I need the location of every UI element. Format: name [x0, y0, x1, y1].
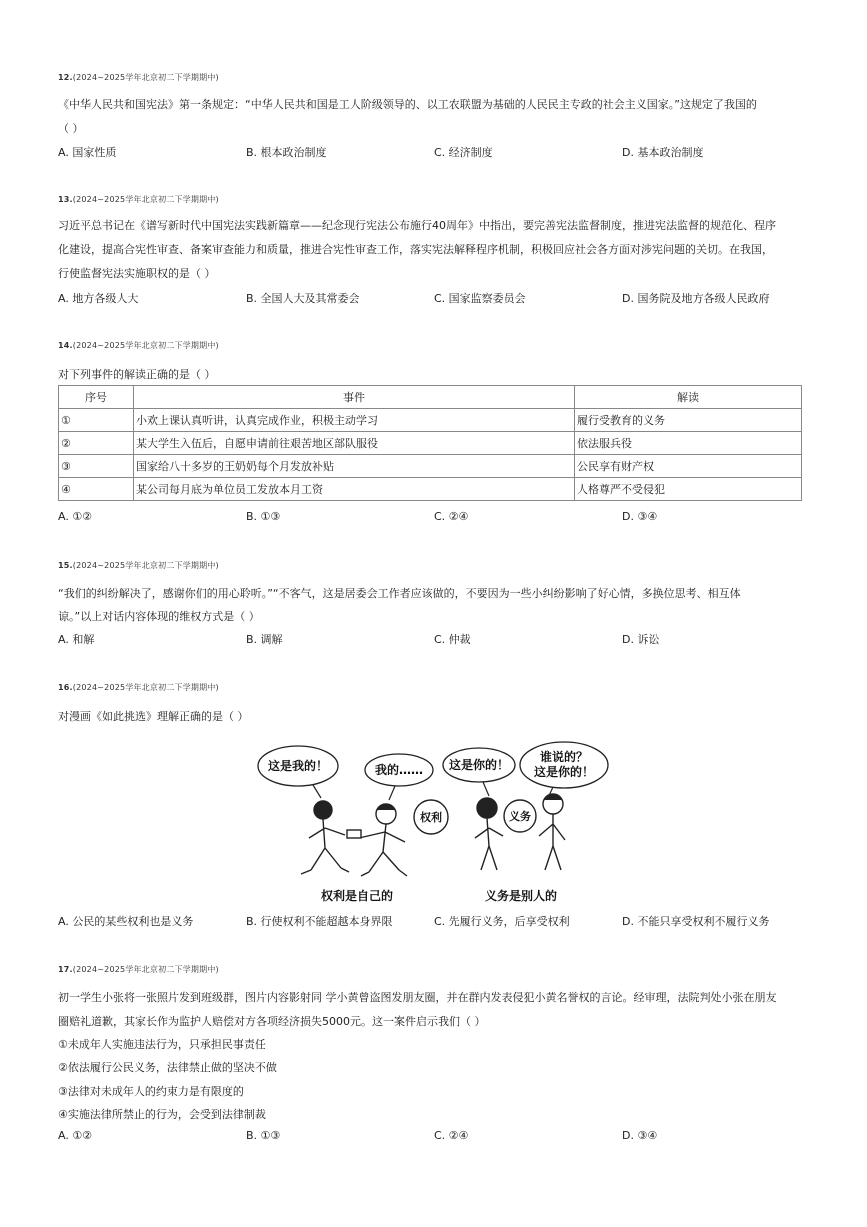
- caption-right: 义务是别人的: [484, 889, 558, 903]
- option-a[interactable]: A. ①②: [58, 510, 93, 523]
- options-row: [58, 290, 808, 308]
- bubble-text: 谁说的？: [539, 750, 589, 764]
- events-table: [58, 385, 802, 501]
- question-source: (2024~2025学年北京初二下学期期中): [72, 561, 219, 570]
- stem-line: “我们的纠纷解决了，感谢你们的用心聆听。”“不客气，这是居委会工作者应该做的，不要因为一些小纠纷影响了好心情，多换位思考、相互体: [58, 587, 741, 600]
- option-b[interactable]: B. 行使权利不能超越本身界限: [246, 915, 393, 928]
- question-number: 15.: [58, 561, 73, 570]
- table-cell: 人格尊严不受侵犯: [575, 478, 802, 501]
- option-c[interactable]: C. 国家监察委员会: [434, 292, 526, 305]
- table-cell: 某公司每月底为单位员工发放本月工资: [134, 478, 575, 501]
- question-13: [58, 194, 808, 305]
- options-row: [58, 1129, 808, 1147]
- table-cell: ①: [59, 409, 134, 432]
- option-a[interactable]: A. 地方各级人大: [58, 292, 139, 305]
- table-cell: 依法服兵役: [575, 432, 802, 455]
- option-a[interactable]: A. ①②: [58, 1129, 93, 1142]
- stem-line: 行使监督宪法实施职权的是（ ）: [58, 267, 216, 280]
- option-a[interactable]: A. 和解: [58, 633, 95, 646]
- question-header: [58, 964, 808, 975]
- question-source: (2024~2025学年北京初二下学期期中): [72, 195, 219, 204]
- stem-line: 习近平总书记在《谱写新时代中国宪法实践新篇章——纪念现行宪法公布施行40周年》中指出，要完善宪法监督制度，推进宪法监督的规范化、程序: [58, 219, 776, 232]
- option-c[interactable]: C. 经济制度: [434, 146, 493, 159]
- option-a[interactable]: A. 国家性质: [58, 146, 117, 159]
- option-b[interactable]: B. ①③: [246, 510, 281, 523]
- question-source: (2024~2025学年北京初二下学期期中): [72, 965, 219, 974]
- table-header: 序号: [59, 386, 134, 409]
- question-number: 12.: [58, 73, 73, 82]
- question-number: 14.: [58, 341, 73, 350]
- question-source: (2024~2025学年北京初二下学期期中): [72, 341, 219, 350]
- question-number: 16.: [58, 683, 73, 692]
- table-row: [59, 478, 802, 501]
- table-row: [59, 409, 802, 432]
- question-header: [58, 682, 808, 693]
- question-number: 17.: [58, 965, 73, 974]
- options-row: [58, 510, 808, 528]
- stem-line: 初一学生小张将一张照片发到班级群，图片内容影射同 学小黄曾盗图发朋友圈，并在群内发表侵犯小黄名誉权的言论。经审理，法院判处小张在朋友: [58, 991, 777, 1004]
- options-row: [58, 913, 808, 931]
- table-cell: 公民享有财产权: [575, 455, 802, 478]
- table-header: 解读: [575, 386, 802, 409]
- question-header: [58, 340, 808, 351]
- question-header: [58, 560, 808, 571]
- table-header: 事件: [134, 386, 575, 409]
- stem-line: 对下列事件的解读正确的是（ ）: [58, 368, 216, 381]
- stem-line: 谅。”以上对话内容体现的维权方式是（ ）: [58, 610, 260, 623]
- ball-label: 义务: [509, 810, 531, 823]
- caption-left: 权利是自己的: [320, 889, 394, 903]
- table-cell: 履行受教育的义务: [575, 409, 802, 432]
- table-row: [59, 432, 802, 455]
- table-cell: ④: [59, 478, 134, 501]
- question-header: [58, 72, 808, 83]
- options-row: [58, 144, 808, 162]
- option-b[interactable]: B. 全国人大及其常委会: [246, 292, 360, 305]
- option-c[interactable]: C. ②④: [434, 1129, 469, 1142]
- stem-line: 圈赔礼道歉，其家长作为监护人赔偿对方各项经济损失5000元。这一案件启示我们（ ）: [58, 1015, 486, 1028]
- statement-3: ③法律对未成年人的约束力是有限度的: [58, 1085, 244, 1098]
- question-number: 13.: [58, 195, 73, 204]
- option-b[interactable]: B. ①③: [246, 1129, 281, 1142]
- duties-ball: [504, 800, 536, 832]
- option-c[interactable]: C. ②④: [434, 510, 469, 523]
- statement-1: ①未成年人实施违法行为，只承担民事责任: [58, 1038, 266, 1051]
- question-header: [58, 194, 808, 205]
- question-source: (2024~2025学年北京初二下学期期中): [72, 683, 219, 692]
- option-c[interactable]: C. 先履行义务，后享受权利: [434, 915, 570, 928]
- option-d[interactable]: D. ③④: [622, 1129, 658, 1142]
- table-cell: ②: [59, 432, 134, 455]
- option-b[interactable]: B. 调解: [246, 633, 283, 646]
- option-b[interactable]: B. 根本政治制度: [246, 146, 327, 159]
- question-source: (2024~2025学年北京初二下学期期中): [72, 73, 219, 82]
- ball-label: 权利: [420, 811, 442, 824]
- stem-line: 化建设，提高合宪性审查、备案审查能力和质量，推进合宪性审查工作，落实宪法解释程序机制，积极回应社会各方面对涉宪问题的关切。在我国，: [58, 243, 773, 256]
- kids-left-figure: [301, 801, 407, 876]
- table-cell: 小欢上课认真听讲，认真完成作业，积极主动学习: [134, 409, 575, 432]
- options-row: [58, 631, 808, 649]
- table-row: [59, 455, 802, 478]
- option-d[interactable]: D. 诉讼: [622, 633, 660, 646]
- bubble-text: 这是你的！: [533, 765, 595, 779]
- rights-ball: [414, 800, 448, 834]
- option-a[interactable]: A. 公民的某些权利也是义务: [58, 915, 194, 928]
- table-header-row: [59, 386, 802, 409]
- option-d[interactable]: D. 基本政治制度: [622, 146, 704, 159]
- statement-2: ②依法履行公民义务，法律禁止做的坚决不做: [58, 1061, 277, 1074]
- stem-line: 对漫画《如此挑选》理解正确的是（ ）: [58, 710, 249, 723]
- bubble-text: 这是我的！: [267, 759, 329, 773]
- option-c[interactable]: C. 仲裁: [434, 633, 471, 646]
- stem-line: 《中华人民共和国宪法》第一条规定：“中华人民共和国是工人阶级领导的、以工农联盟为基础的人民民主专政的社会主义国家。”这规定了我国的: [58, 98, 757, 111]
- table-cell: 某大学生入伍后，自愿申请前往艰苦地区部队服役: [134, 432, 575, 455]
- question-15: [58, 560, 808, 646]
- bubble-text: 这是你的！: [448, 758, 510, 772]
- table-cell: ③: [59, 455, 134, 478]
- cartoon-image: [253, 740, 613, 906]
- statement-4: ④实施法律所禁止的行为，会受到法律制裁: [58, 1108, 266, 1121]
- table-cell: 国家给八十多岁的王奶奶每个月发放补贴: [134, 455, 575, 478]
- bubble-text: 我的……: [374, 763, 424, 777]
- question-16: [58, 682, 808, 723]
- stem-line: （ ）: [58, 122, 84, 135]
- option-d[interactable]: D. 不能只享受权利不履行义务: [622, 915, 770, 928]
- question-12: [58, 72, 808, 159]
- option-d[interactable]: D. ③④: [622, 510, 658, 523]
- option-d[interactable]: D. 国务院及地方各级人民政府: [622, 292, 770, 305]
- question-14: [58, 340, 808, 523]
- question-17: [58, 964, 808, 1142]
